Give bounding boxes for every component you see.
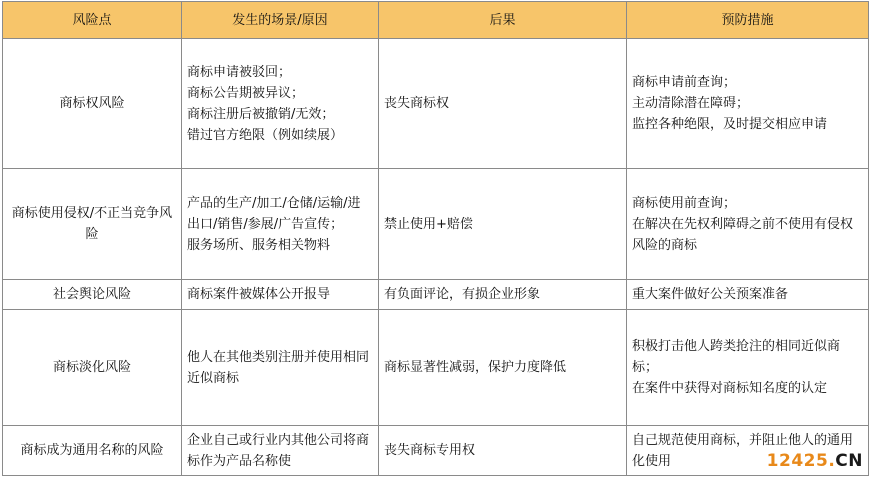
scenario-line: 他人在其他类别注册并使用相同近似商标 bbox=[187, 349, 370, 386]
scenario-line: 服务场所、服务相关物料 bbox=[187, 237, 331, 253]
consequence-cell: 丧失商标权 bbox=[379, 39, 627, 169]
prevention-line: 自己规范使用商标，并阻止他人的通用化使用 bbox=[632, 432, 854, 469]
header-consequence: 后果 bbox=[379, 2, 627, 39]
scenario-cell bbox=[182, 39, 379, 169]
prevention-cell bbox=[627, 39, 869, 169]
risk-cell: 商标权风险 bbox=[3, 39, 182, 169]
risk-cell: 商标成为通用名称的风险 bbox=[3, 426, 182, 476]
prevention-line: 在解决在先权利障碍之前不使用有侵权风险的商标 bbox=[632, 216, 854, 253]
watermark-number: 12425 bbox=[766, 451, 829, 471]
consequence-cell: 禁止使用+赔偿 bbox=[379, 169, 627, 280]
scenario-line: 企业自己或行业内其他公司将商标作为产品名称使 bbox=[187, 432, 370, 469]
scenario-line: 产品的生产/加工/仓储/运输/进出口/销售/参展/广告宣传； bbox=[187, 195, 361, 232]
scenario-line: 商标注册后被撤销/无效； bbox=[187, 106, 335, 122]
risk-cell: 社会舆论风险 bbox=[3, 280, 182, 310]
scenario-cell bbox=[182, 169, 379, 280]
prevention-line: 积极打击他人跨类抢注的相同近似商标； bbox=[632, 339, 841, 375]
watermark-suffix: CN bbox=[835, 451, 863, 471]
prevention-line: 监控各种绝限，及时提交相应申请 bbox=[632, 117, 828, 132]
site-watermark bbox=[767, 451, 863, 471]
consequence-cell: 有负面评论，有损企业形象 bbox=[379, 280, 627, 310]
consequence-cell: 商标显著性减弱，保护力度降低 bbox=[379, 310, 627, 426]
scenario-line: 商标申请被驳回； bbox=[187, 64, 292, 80]
prevention-cell bbox=[627, 310, 869, 426]
prevention-cell bbox=[627, 280, 869, 310]
prevention-line: 重大案件做好公关预案准备 bbox=[632, 287, 789, 302]
risk-cell: 商标使用侵权/不正当竞争风险 bbox=[3, 169, 182, 280]
scenario-cell bbox=[182, 310, 379, 426]
prevention-line: 商标申请前查询； bbox=[632, 75, 737, 90]
table-row bbox=[3, 426, 869, 476]
prevention-line: 主动清除潜在障碍； bbox=[632, 96, 750, 111]
consequence-cell: 丧失商标专用权 bbox=[379, 426, 627, 476]
table-row bbox=[3, 39, 869, 169]
scenario-cell bbox=[182, 280, 379, 310]
watermark-dot: . bbox=[828, 451, 836, 471]
table-row bbox=[3, 310, 869, 426]
header-scenario: 发生的场景/原因 bbox=[182, 2, 379, 39]
scenario-line: 错过官方绝限（例如续展） bbox=[187, 127, 344, 143]
risk-cell: 商标淡化风险 bbox=[3, 310, 182, 426]
table-row bbox=[3, 280, 869, 310]
scenario-cell bbox=[182, 426, 379, 476]
prevention-line: 在案件中获得对商标知名度的认定 bbox=[632, 381, 828, 396]
risk-table bbox=[2, 1, 869, 476]
table-row bbox=[3, 169, 869, 280]
prevention-cell bbox=[627, 169, 869, 280]
header-prevention: 预防措施 bbox=[627, 2, 869, 39]
scenario-line: 商标公告期被异议； bbox=[187, 85, 305, 101]
prevention-line: 商标使用前查询； bbox=[632, 195, 737, 211]
header-risk: 风险点 bbox=[3, 2, 182, 39]
table-header-row bbox=[3, 2, 869, 39]
scenario-line: 商标案件被媒体公开报导 bbox=[187, 287, 331, 302]
